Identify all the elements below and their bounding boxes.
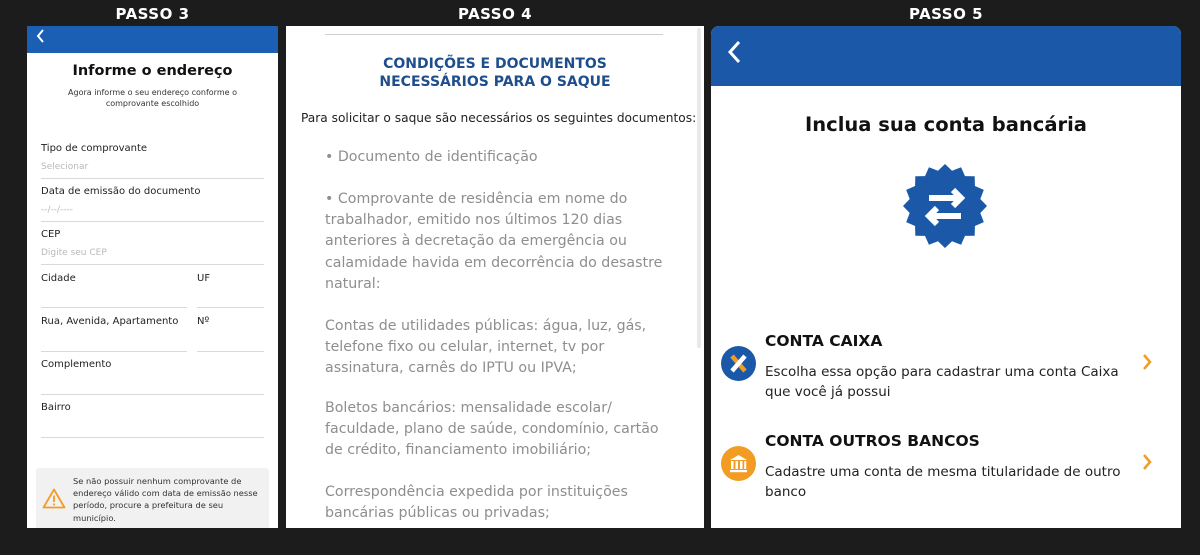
- chevron-right-icon: [1141, 353, 1153, 371]
- back-button[interactable]: [726, 39, 742, 69]
- page-title: Informe o endereço: [72, 63, 233, 79]
- page-title: Inclua sua conta bancária: [805, 113, 1087, 136]
- uf-label: UF: [197, 273, 211, 284]
- tipo-comprovante-label: Tipo de comprovante: [41, 143, 148, 154]
- tipo-comprovante-select[interactable]: Selecionar: [41, 162, 89, 172]
- app-header: [711, 26, 1181, 86]
- option-title: CONTA OUTROS BANCOS: [765, 432, 980, 450]
- complemento-input[interactable]: [41, 394, 264, 395]
- app-header: [27, 26, 278, 53]
- data-emissao-input[interactable]: --/--/----: [41, 205, 74, 215]
- data-emissao-label: Data de emissão do documento: [41, 186, 201, 197]
- bank-account-screen: [711, 26, 1181, 528]
- warning-text: Se não possuir nenhum comprovante de endereço válido com data de emissão nesse período, procure a prefeitura de seu município.: [73, 476, 258, 523]
- numero-input[interactable]: [197, 351, 264, 352]
- rua-input[interactable]: [41, 351, 187, 352]
- warning-box: [36, 468, 269, 528]
- option-outros-bancos[interactable]: [711, 426, 1181, 516]
- conditions-intro: Para solicitar o saque são necessários os seguintes documentos:: [301, 111, 697, 125]
- paragraph-utilidades: Contas de utilidades públicas: água, luz, gás, telefone fixo ou celular, internet, tv por assinatura, carnês do IPTU ou IPVA;: [325, 318, 647, 377]
- address-form-screen: [27, 26, 278, 528]
- option-title: CONTA CAIXA: [765, 332, 883, 350]
- bullet-identificacao: • Documento de identificação: [325, 149, 538, 165]
- back-button[interactable]: [35, 28, 45, 50]
- option-description: Cadastre uma conta de mesma titularidade de outro banco: [765, 464, 1121, 500]
- cidade-label: Cidade: [41, 273, 76, 284]
- option-conta-caixa[interactable]: [711, 326, 1181, 416]
- cep-input[interactable]: Digite seu CEP: [41, 248, 107, 258]
- caixa-logo-icon: [721, 346, 756, 381]
- warning-icon: [42, 488, 66, 509]
- bank-icon: [721, 446, 756, 481]
- conditions-screen: [286, 26, 704, 528]
- numero-label: Nº: [197, 316, 210, 327]
- bairro-input[interactable]: [41, 437, 264, 438]
- field-divider: [41, 264, 264, 265]
- divider: [325, 34, 663, 35]
- field-divider: [41, 178, 264, 179]
- step-3-heading: PASSO 3: [115, 5, 190, 23]
- cidade-input[interactable]: [41, 307, 187, 308]
- chevron-left-icon: [35, 28, 45, 44]
- transfer-arrows-icon: [902, 163, 988, 249]
- chevron-right-icon: [1141, 453, 1153, 471]
- field-divider: [41, 221, 264, 222]
- step-5-heading: PASSO 5: [908, 5, 984, 23]
- uf-input[interactable]: [197, 307, 264, 308]
- conditions-title: CONDIÇÕES E DOCUMENTOS NECESSÁRIOS PARA O SAQUE: [379, 56, 611, 90]
- rua-label: Rua, Avenida, Apartamento: [41, 316, 179, 327]
- paragraph-boletos: Boletos bancários: mensalidade escolar/ faculdade, plano de saúde, condomínio, cartão de crédito, financiamento imobiliário;: [325, 400, 659, 459]
- bullet-comprovante: • Comprovante de residência em nome do trabalhador, emitido nos últimos 120 dias anteriores à decretação da emergência ou calamidade havida em decorrência do desastre natural:: [325, 191, 663, 292]
- chevron-left-icon: [726, 39, 742, 65]
- complemento-label: Complemento: [41, 359, 112, 370]
- bairro-label: Bairro: [41, 402, 71, 413]
- step-4-heading: PASSO 4: [457, 5, 533, 23]
- paragraph-correspondencia: Correspondência expedida por instituições bancárias públicas ou privadas;: [325, 484, 628, 522]
- page-subtitle: Agora informe o seu endereço conforme o comprovante escolhido: [68, 88, 237, 108]
- scrollbar[interactable]: [697, 28, 701, 348]
- cep-label: CEP: [41, 229, 61, 240]
- option-description: Escolha essa opção para cadastrar uma conta Caixa que você já possui: [765, 364, 1119, 400]
